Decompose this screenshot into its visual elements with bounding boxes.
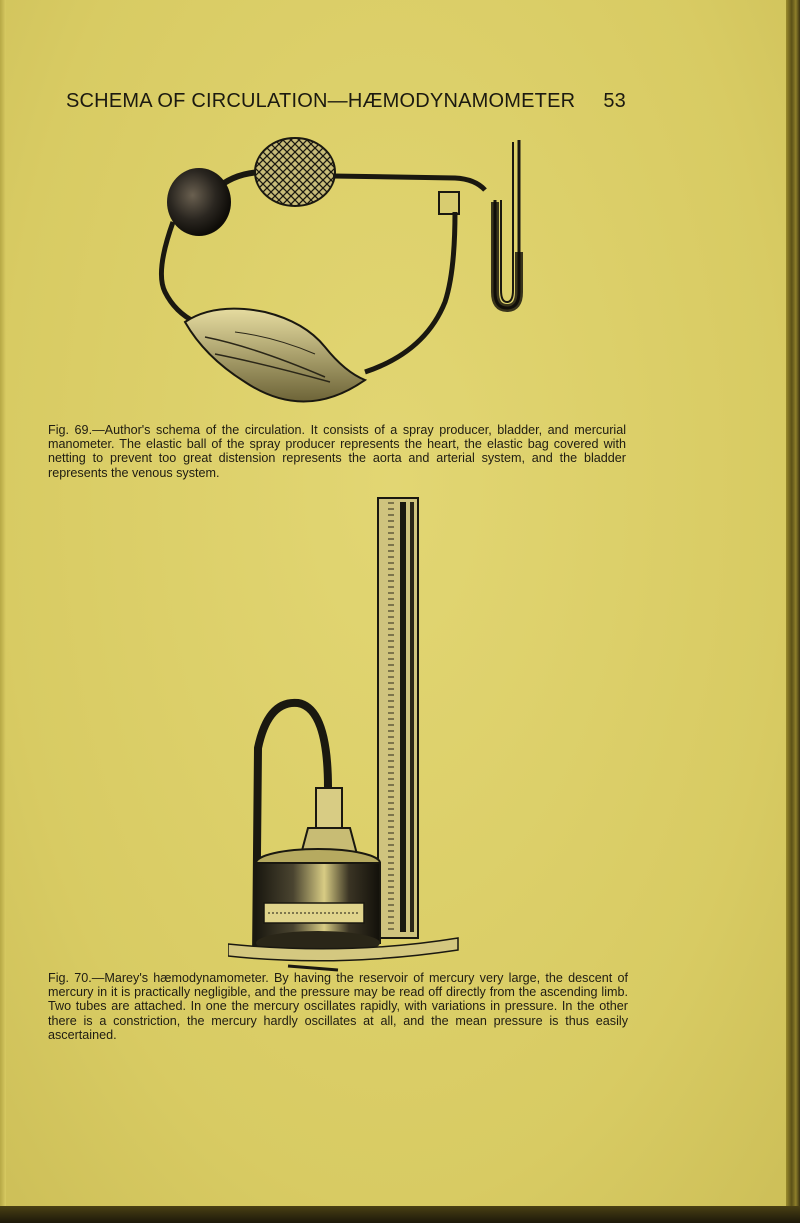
page-right-edge (786, 0, 800, 1223)
running-title: SCHEMA OF CIRCULATION—HÆMODYNAMOMETER (66, 90, 576, 112)
figure-70-text: —Marey's hæmodynamometer. By having the reservoir of mercury very large, the descent of mercury in it is practically negligible, and the pressure may be read off directly from the ascending limb. Two tubes are attached. In one the mercury oscillates rapidly, with variations in pressure. In the other there is a constriction, the mercury hardly oscillates at all, and the mean pressure is thus easily ascertained. (48, 971, 628, 1042)
page-left-edge (0, 0, 6, 1210)
page-bottom-edge (0, 1206, 800, 1223)
running-header (66, 90, 626, 113)
figure-69-illustration (155, 132, 535, 422)
figure-69-caption (48, 423, 626, 480)
elastic-ball (167, 168, 231, 236)
stopcock (439, 192, 459, 214)
figure-69-label: Fig. 69. (48, 423, 93, 437)
figure-70-illustration (228, 488, 468, 978)
page-number: 53 (603, 90, 626, 112)
figure-70-caption (48, 971, 628, 1042)
reservoir-neck (316, 788, 342, 828)
figure-69-text: —Author's schema of the circulation. It consists of a spray producer, bladder, and mercurial manometer. The elastic ball of the spray producer represents the heart, the elastic bag covered with netting to prevent too great distension represents the aorta and arterial system, and the bladder represents the venous system. (48, 423, 627, 480)
bladder (185, 309, 365, 402)
figure-70-label: Fig. 70. (48, 971, 92, 985)
